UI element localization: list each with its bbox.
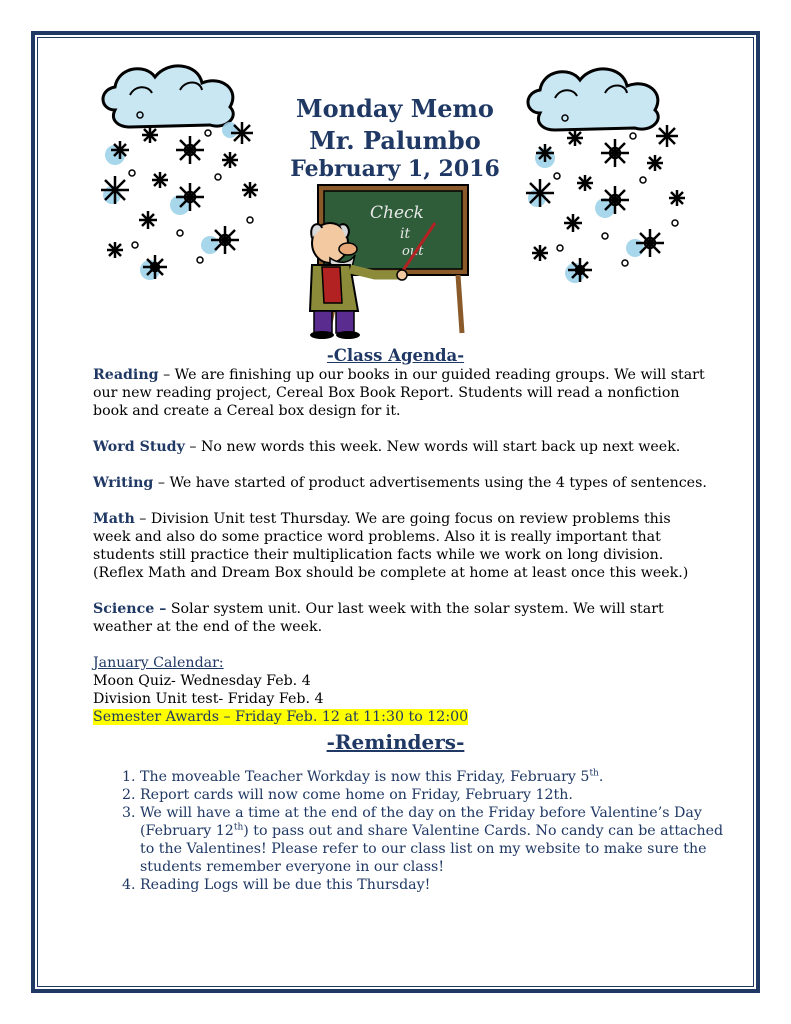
snow-cloud-right-illustration	[515, 58, 705, 298]
agenda-item-label: Science –	[93, 601, 167, 617]
reminder-item: 3. We will have a time at the end of the day on the Friday before Valentine’s Day (February 12th) to pass out and share Valentine Cards. No candy can be attached to the Valentines! Please refer to our class list on my website to make sure the students remember everyone in our class!	[140, 804, 730, 876]
reminder-item: 4. Reading Logs will be due this Thursday!	[140, 876, 730, 894]
agenda-item-label: Word Study	[93, 439, 185, 455]
calendar-event: Division Unit test- Friday Feb. 4	[93, 691, 324, 707]
agenda-item-text: – No new words this week. New words will start back up next week.	[184, 439, 681, 455]
reminders-heading: -Reminders-	[326, 730, 465, 754]
reminder-item: 1. The moveable Teacher Workday is now this Friday, February 5th.	[140, 768, 730, 786]
agenda-item-text: – Division Unit test Thursday. We are going focus on review problems this week and also do some practice word problems. Also it is really important that students still practice their multiplication facts while we work on long division. (Reflex Math and Dream Box should be complete at home at least once this week.)	[93, 511, 689, 581]
chalkboard-word-3: out	[402, 244, 424, 259]
reminders-list	[112, 768, 730, 894]
reminder-item: 2. Report cards will now come home on Friday, February 12th.	[140, 786, 730, 804]
agenda-item-label: Writing	[93, 475, 154, 491]
agenda-item-reading	[93, 366, 708, 420]
teacher-name: Mr. Palumbo	[309, 126, 481, 155]
agenda-item-label: Math	[93, 511, 135, 527]
agenda-content	[93, 366, 708, 726]
agenda-item-math	[93, 510, 708, 582]
agenda-item-text: Solar system unit. Our last week with the solar system. We will start weather at the end of the week.	[93, 601, 664, 635]
chalkboard-word-1: Check	[370, 203, 424, 223]
memo-date: February 1, 2016	[290, 156, 500, 182]
agenda-item-text: – We are finishing up our books in our guided reading groups. We will start our new reading project, Cereal Box Book Report. Students will read a nonfiction book and create a Cereal box design for it.	[93, 367, 705, 419]
agenda-item-writing	[93, 474, 708, 492]
chalkboard-word-2: it	[400, 226, 411, 242]
calendar-event: Moon Quiz- Wednesday Feb. 4	[93, 673, 311, 689]
calendar-heading: January Calendar:	[93, 655, 224, 671]
calendar-section	[93, 654, 708, 726]
agenda-item-label: Reading	[93, 367, 159, 383]
agenda-item-text: – We have started of product advertisements using the 4 types of sentences.	[153, 475, 707, 491]
class-agenda-heading: -Class Agenda-	[326, 346, 465, 365]
calendar-event-highlighted: Semester Awards – Friday Feb. 12 at 11:30 to 12:00	[93, 709, 469, 725]
memo-title: Monday Memo	[296, 94, 494, 123]
agenda-item-word-study	[93, 438, 708, 456]
teacher-chalkboard-illustration	[300, 183, 475, 343]
agenda-item-science	[93, 600, 708, 636]
